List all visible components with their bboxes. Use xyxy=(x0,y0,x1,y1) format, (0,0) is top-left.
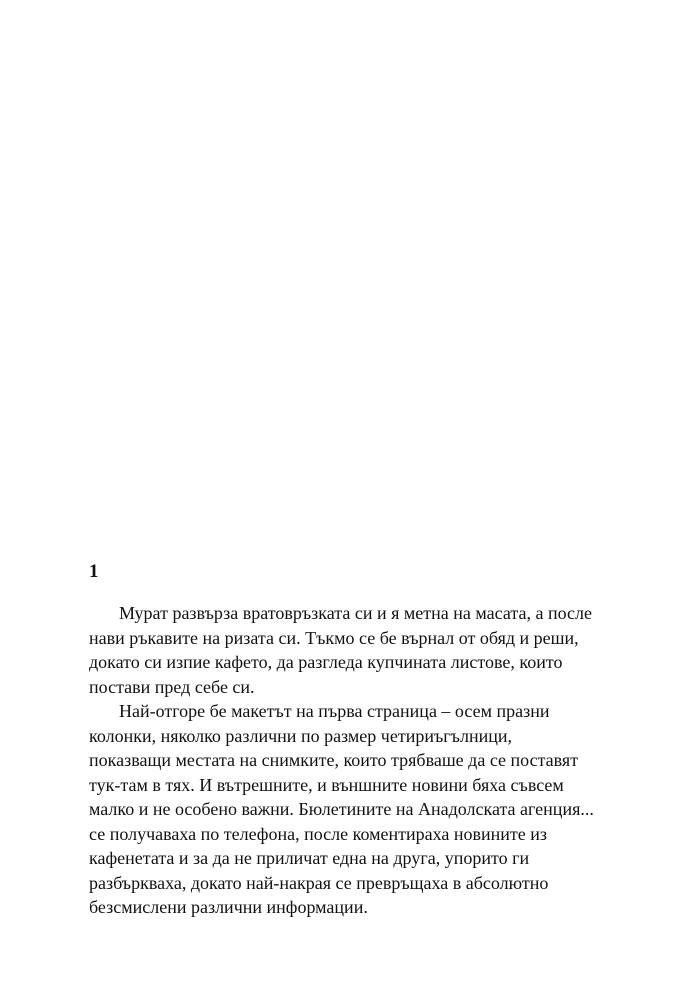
text-line: малко и не особено важни. Бюлетините на Анадолската агенция... xyxy=(89,799,594,819)
paragraph-1 xyxy=(89,601,629,699)
chapter-number: 1 xyxy=(89,561,99,582)
chapter-body xyxy=(89,601,629,920)
text-line: Най-отгоре бе макетът на първа страница – осем празни xyxy=(119,701,550,721)
text-line: тук-там в тях. И вътрешните, и външните новини бяха съвсем xyxy=(89,774,564,795)
text-line: докато си изпие кафето, да разгледа купчината листове, които xyxy=(89,652,563,672)
text-line: безсмислени различни информации. xyxy=(89,897,368,917)
text-line: колонки, няколко различни по размер четириъгълници, xyxy=(89,725,512,746)
text-line: постави пред себе си. xyxy=(89,676,255,697)
text-line: кафенетата и за да не приличат една на друга, упорито ги xyxy=(89,848,530,868)
text-line: нави ръкавите на ризата си. Тъкмо се бе върнал от обяд и реши, xyxy=(89,627,579,648)
text-line: Мурат развърза вратовръзката си и я метна на масата, а после xyxy=(119,603,592,623)
text-line: показващи местата на снимките, които трябваше да се поставят xyxy=(89,750,579,770)
paragraph-2 xyxy=(89,699,629,920)
text-line: се получаваха по телефона, после коментираха новините из xyxy=(89,823,547,844)
text-line: разбъркваха, докато най-накрая се превръщаха в абсолютно xyxy=(89,872,549,893)
